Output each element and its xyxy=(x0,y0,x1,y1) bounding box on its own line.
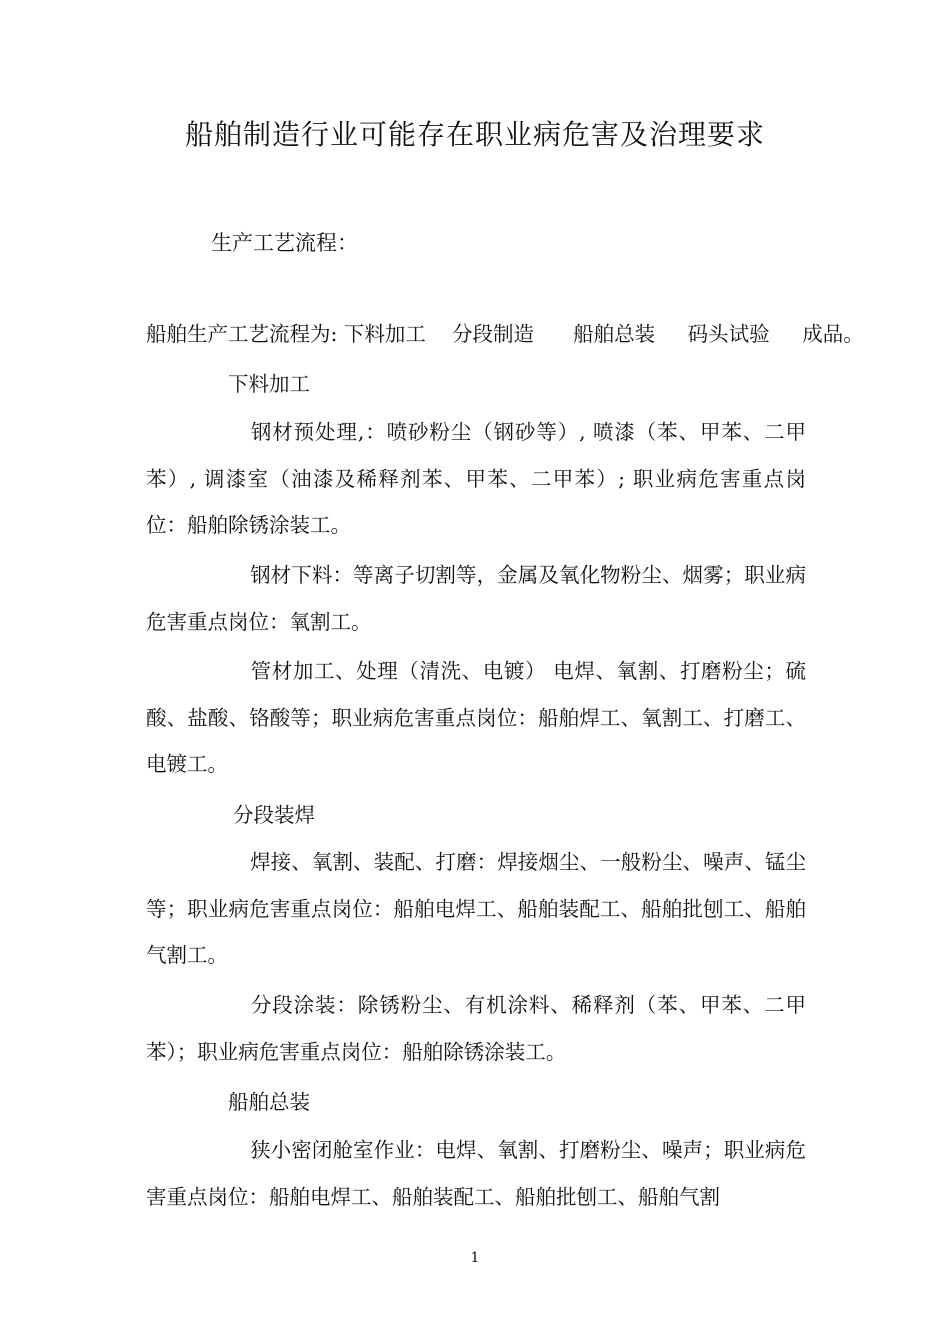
section-heading-cutting: 下料加工 xyxy=(228,372,310,396)
page-number: 1 xyxy=(470,1250,480,1266)
document-title: 船舶制造行业可能存在职业病危害及治理要求 xyxy=(184,118,765,151)
paragraph-steel-cutting: 钢材下料：等离子切割等，金属及氧化物粉尘、烟雾；职业病危害重点岗位：氧割工。 xyxy=(146,563,806,634)
paragraph-confined-space: 狭小密闭舱室作业：电焊、氧割、打磨粉尘、噪声；职业病危害重点岗位：船舶电焊工、船舶装配工、船舶批刨工、船舶气割 xyxy=(146,1138,806,1209)
paragraph-pipe-processing: 管材加工、处理（清洗、电镀） 电焊、氧割、打磨粉尘；硫酸、盐酸、铬酸等；职业病危害重点岗位：船舶焊工、氧割工、打磨工、电镀工。 xyxy=(146,659,806,776)
paragraph-block-coating: 分段涂装：除锈粉尘、有机涂料、稀释剂（苯、甲苯、二甲苯）；职业病危害重点岗位：船舶除锈涂装工。 xyxy=(146,993,806,1064)
process-heading: 生产工艺流程： xyxy=(211,231,358,255)
paragraph-welding: 焊接、氧割、装配、打磨：焊接烟尘、一般粉尘、噪声、锰尘等；职业病危害重点岗位：船舶电焊工、船舶装配工、船舶批刨工、船舶气割工。 xyxy=(146,850,806,967)
section-heading-assembly: 船舶总装 xyxy=(228,1090,310,1114)
flow-text: 船舶生产工艺流程为: 下料加工 分段制造 船舶总装 码头试验 成品。 xyxy=(146,321,864,346)
flow-paragraph xyxy=(146,264,864,357)
paragraph-steel-pretreatment: 钢材预处理,：喷砂粉尘（钢砂等）, 喷漆（苯、甲苯、二甲苯）, 调漆室（油漆及稀释剂苯、甲苯、二甲苯）; 职业病危害重点岗位：船舶除锈涂装工。 xyxy=(146,420,806,537)
section-heading-block-welding: 分段装焊 xyxy=(233,803,315,827)
